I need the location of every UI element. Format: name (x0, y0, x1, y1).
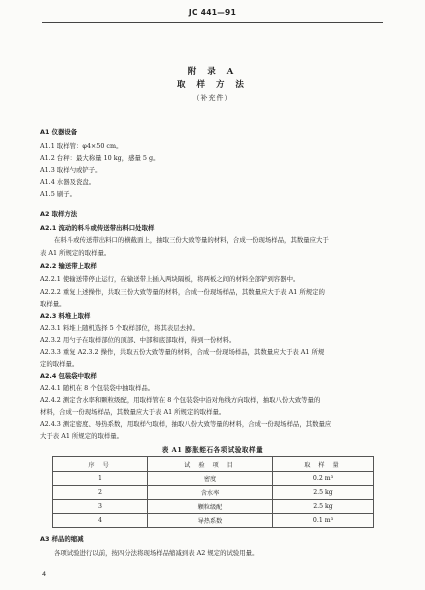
body-line: A2.4.3 测定密度、导热系数，用取样勺取样，抽取八份大致等量的材料，合成一份现场样品，其数量应 (40, 420, 332, 428)
section-heading: A1 仪器设备 (40, 128, 78, 136)
section-heading: A2.3 料堆上取样 (40, 312, 91, 320)
section-heading: A3 样品的缩减 (40, 535, 84, 543)
body-line: A2.3.1 料堆上随机选择 5 个取样部位，将其表层去掉。 (40, 324, 199, 332)
table-row (53, 486, 374, 500)
table-cell: 导热系数 (148, 514, 273, 528)
column-header: 试 验 项 目 (148, 457, 273, 472)
body-line: 在料斗或传送带出料口的横截面上，抽取三份大致等量的材料，合成一份现场样品，其数量应大于 (54, 236, 329, 244)
body-line: 材料，合成一份现场样品，其数量应大于表 A1 所规定的取样量。 (40, 408, 226, 416)
body-line: A2.3.2 用勺子在取样部位的顶部、中部和底部取样，得到一份材料。 (40, 336, 236, 344)
body-line: A2.2.1 使输送带停止运行，在输送带上插入两块隔板，将两板之间的材料全部铲到容器中。 (40, 275, 300, 283)
appendix-subtitle: 取 样 方 法 (177, 80, 248, 90)
body-line: 取样量。 (40, 300, 66, 308)
body-line: A2.3.3 重复 A2.3.2 操作，共取五份大致等量的材料，合成一份现场样品，其数量应大于表 A1 所规 (40, 348, 325, 356)
header-rule (42, 22, 383, 23)
appendix-heading (0, 66, 425, 104)
table-cell: 1 (53, 472, 148, 486)
section-heading: A2.1 流动的料斗或传送带出料口处取样 (40, 224, 155, 232)
table-row (53, 472, 374, 486)
table-cell: 0.2 m³ (273, 472, 374, 486)
body-line: A2.4.1 随机在 8 个包装袋中抽取样品。 (40, 384, 155, 392)
sampling-table (52, 456, 374, 528)
body-line: A2.2.2 重复上述操作，共取三份大致等量的材料，合成一份现场样品，其数量应大于表 A1 所规定的 (40, 288, 325, 296)
body-line: A1.2 台秤：最大称量 10 kg，感量 5 g。 (40, 154, 160, 162)
body-line: A1.3 取样勺或铲子。 (40, 166, 102, 174)
section-heading: A2 取样方法 (40, 210, 78, 218)
section-heading: A2.4 包装袋中取样 (40, 372, 97, 380)
body-line: 大于表 A1 所规定的取样量。 (40, 432, 124, 440)
column-header: 取 样 量 (273, 457, 374, 472)
body-line: A1.4 水器及瓷盘。 (40, 178, 96, 186)
table-cell: 3 (53, 500, 148, 514)
table-cell: 4 (53, 514, 148, 528)
table-cell: 0.1 m³ (273, 514, 374, 528)
column-header: 序 号 (53, 457, 148, 472)
body-line: A1.5 刷子。 (40, 190, 76, 198)
body-line: 表 A1 所规定的取样量。 (40, 249, 111, 257)
table-row (53, 500, 374, 514)
table-cell: 2.5 kg (273, 500, 374, 514)
table-cell: 颗粒级配 (148, 500, 273, 514)
table-cell: 2 (53, 486, 148, 500)
table-cell: 2.5 kg (273, 486, 374, 500)
standard-code: JC 441—91 (188, 8, 237, 17)
body-line: A1.1 取样管：φ4×50 cm。 (40, 142, 123, 150)
body-line: 各项试验进行以前，按四分法将现场样品缩减到表 A2 规定的试验用量。 (54, 549, 259, 557)
appendix-note: （补充件） (192, 94, 233, 102)
body-line: 定的取样量。 (40, 360, 79, 368)
table-row (53, 514, 374, 528)
table-header-row (53, 457, 374, 472)
body-line: A2.4.2 测定含水率和颗粒级配，用取样管在 8 个包装袋中沿对角线方向取样，抽取八份大致等量的 (40, 396, 321, 404)
appendix-title: 附 录 A (187, 67, 238, 77)
page-number: 4 (42, 570, 47, 578)
table-cell: 含水率 (148, 486, 273, 500)
table-caption: 表 A1 膨胀蛭石各项试验取样量 (161, 446, 264, 454)
table-cell: 密度 (148, 472, 273, 486)
section-heading: A2.2 输送带上取样 (40, 262, 97, 270)
